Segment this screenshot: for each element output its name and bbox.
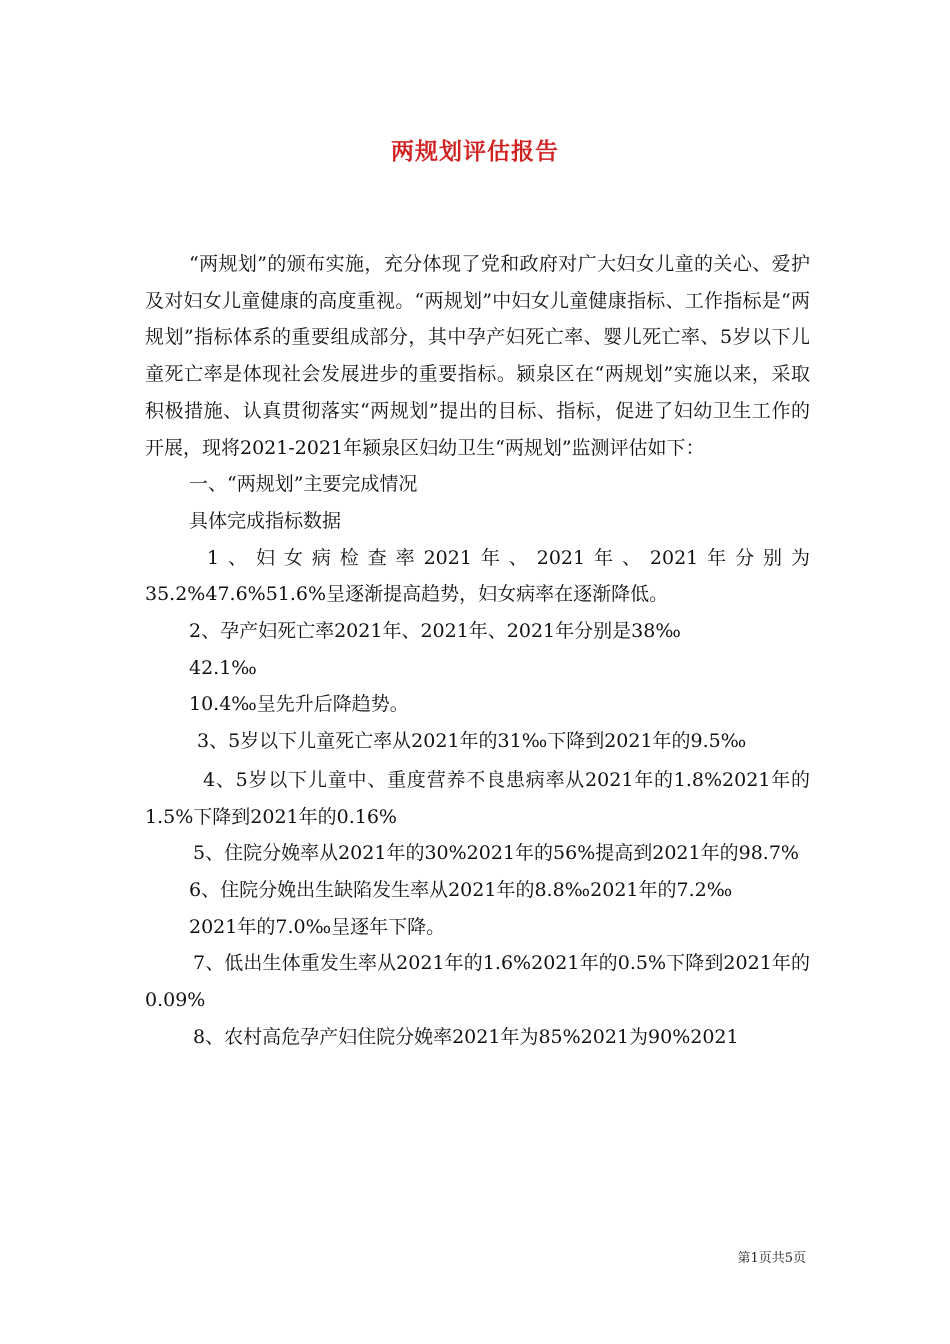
list-item: 4、5岁以下儿童中、重度营养不良患病率从2021年的1.8%2021年的1.5%下降到2021年的0.16% — [145, 768, 810, 828]
document-title: 两规划评估报告 — [391, 138, 559, 165]
list-item: 8、农村高危孕产妇住院分娩率2021年为85%2021为90%2021 — [193, 1025, 739, 1048]
page-number: 第1页共5页 — [737, 1251, 806, 1266]
list-item: 1、妇女病检查率2021年、2021年、2021年分别为35.2%47.6%51.6%呈逐渐提高趋势，妇女病率在逐渐降低。 — [145, 546, 810, 606]
list-item: 2、孕产妇死亡率2021年、2021年、2021年分别是38‰ — [189, 620, 681, 643]
list-item: 2021年的7.0‰呈逐年下降。 — [189, 915, 446, 938]
list-item: 3、5岁以下儿童死亡率从2021年的31‰下降到2021年的9.5‰ — [197, 730, 747, 753]
list-item: 42.1‰ — [189, 656, 257, 679]
list-item: 10.4‰呈先升后降趋势。 — [189, 693, 409, 716]
list-item: 7、低出生体重发生率从2021年的1.6%2021年的0.5%下降到2021年的0.09% — [145, 952, 810, 1012]
document-body — [145, 246, 810, 1055]
intro-paragraph: “两规划”的颁布实施，充分体现了党和政府对广大妇女儿童的关心、爱护及对妇女儿童健康的高度重视。“两规划”中妇女儿童健康指标、工作指标是“两规划”指标体系的重要组成部分，其中孕产妇死亡率、婴儿死亡率、5岁以下儿童死亡率是体现社会发展进步的重要指标。颍泉区在“两规划”实施以来，采取积极措施、认真贯彻落实“两规划”提出的目标、指标，促进了妇幼卫生工作的开展，现将2021-2021年颍泉区妇幼卫生“两规划”监测评估如下： — [145, 253, 810, 459]
list-item: 5、住院分娩率从2021年的30%2021年的56%提高到2021年的98.7% — [193, 842, 799, 865]
subheading: 具体完成指标数据 — [189, 509, 342, 532]
list-item: 6、住院分娩出生缺陷发生率从2021年的8.8‰2021年的7.2‰ — [189, 878, 733, 901]
section-heading: 一、“两规划”主要完成情况 — [189, 473, 418, 496]
